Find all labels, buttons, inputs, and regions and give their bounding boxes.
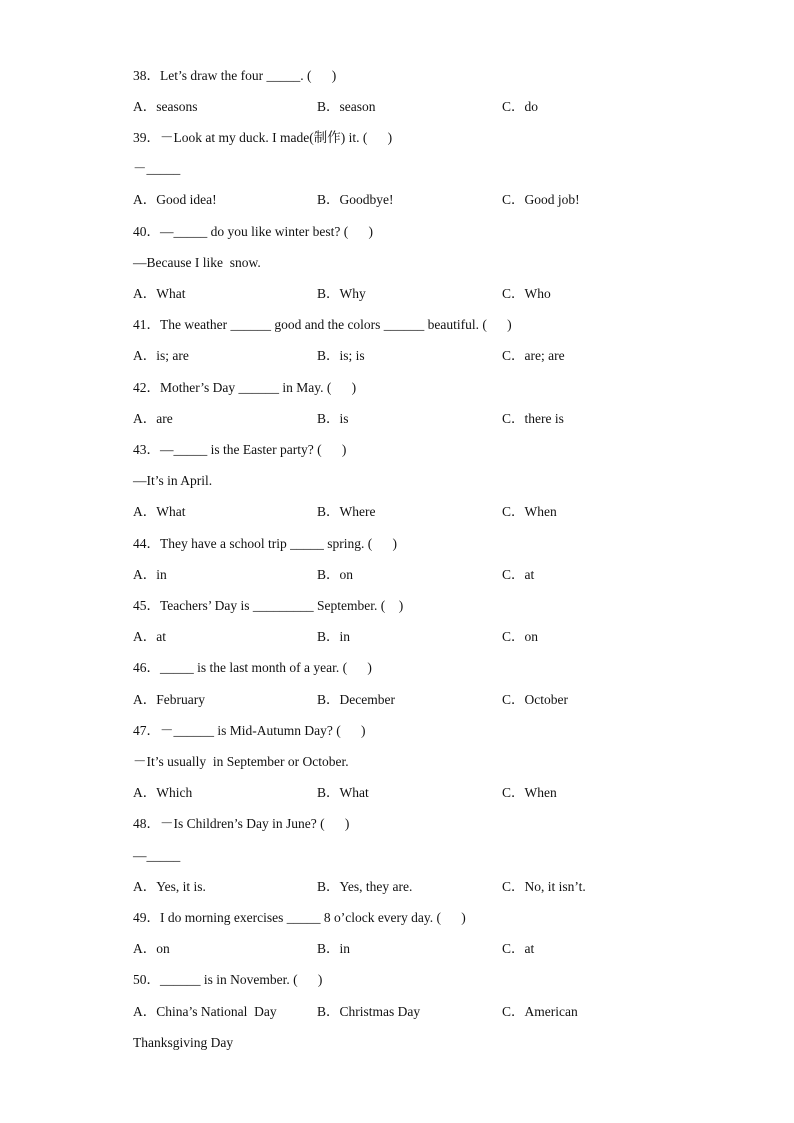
question-41-option-a: A．is; are <box>133 348 189 363</box>
question-48-stem: 48．－Is Children’s Day in June? ( ) <box>133 816 350 831</box>
question-47-option-a: A．Which <box>133 785 193 800</box>
question-41-stem: 41．The weather ______ good and the colors ______ beautiful. ( ) <box>133 317 512 332</box>
question-47-option-c: C．When <box>502 785 557 800</box>
question-38-option-c: C．do <box>502 99 539 114</box>
question-50-option-b: B．Christmas Day <box>317 1004 421 1019</box>
question-40-option-a: A．What <box>133 286 186 301</box>
question-42-option-c: C．there is <box>502 411 564 426</box>
question-44-stem: 44．They have a school trip _____ spring. ( ) <box>133 536 397 551</box>
question-50-stem: 50．______ is in November. ( ) <box>133 972 323 987</box>
question-50-option-c-continuation: Thanksgiving Day <box>133 1035 234 1050</box>
question-49-option-b: B．in <box>317 941 351 956</box>
question-39-option-a: A．Good idea! <box>133 192 217 207</box>
question-43-answer-line: —It’s in April. <box>133 473 213 488</box>
question-43-option-c: C．When <box>502 504 557 519</box>
question-38-option-a: A．seasons <box>133 99 198 114</box>
question-49-option-a: A．on <box>133 941 170 956</box>
question-48-option-c: C．No, it isn’t. <box>502 879 586 894</box>
question-50-option-a: A．China’s National Day <box>133 1004 277 1019</box>
question-40-stem: 40．—_____ do you like winter best? ( ) <box>133 224 373 239</box>
question-44-option-c: C．at <box>502 567 535 582</box>
question-45-option-b: B．in <box>317 629 351 644</box>
question-48-option-b: B．Yes, they are. <box>317 879 413 894</box>
question-38-stem: 38．Let’s draw the four _____. ( ) <box>133 68 337 83</box>
question-46-option-b: B．December <box>317 692 395 707</box>
question-41-option-b: B．is; is <box>317 348 365 363</box>
question-38-option-b: B．season <box>317 99 376 114</box>
question-47-stem: 47．－______ is Mid-Autumn Day? ( ) <box>133 723 366 738</box>
question-49-stem: 49．I do morning exercises _____ 8 o’clock every day. ( ) <box>133 910 466 925</box>
question-40-answer-line: —Because I like snow. <box>133 255 261 270</box>
question-40-option-b: B．Why <box>317 286 366 301</box>
question-42-option-a: A．are <box>133 411 173 426</box>
question-50-option-c: C．American <box>502 1004 578 1019</box>
question-39-option-c: C．Good job! <box>502 192 580 207</box>
question-40-option-c: C．Who <box>502 286 551 301</box>
question-39-option-b: B．Goodbye! <box>317 192 394 207</box>
question-46-stem: 46．_____ is the last month of a year. ( ) <box>133 660 372 675</box>
question-39-answer-line: －_____ <box>133 161 181 176</box>
question-42-stem: 42．Mother’s Day ______ in May. ( ) <box>133 380 357 395</box>
question-49-option-c: C．at <box>502 941 535 956</box>
question-43-option-b: B．Where <box>317 504 376 519</box>
question-43-stem: 43．—_____ is the Easter party? ( ) <box>133 442 347 457</box>
question-43-option-a: A．What <box>133 504 186 519</box>
question-48-option-a: A．Yes, it is. <box>133 879 206 894</box>
question-44-option-a: A．in <box>133 567 167 582</box>
question-47-option-b: B．What <box>317 785 369 800</box>
question-46-option-c: C．October <box>502 692 568 707</box>
question-45-option-a: A．at <box>133 629 166 644</box>
question-48-answer-line: —_____ <box>133 848 181 863</box>
question-44-option-b: B．on <box>317 567 354 582</box>
question-47-answer-line: －It’s usually in September or October. <box>133 754 349 769</box>
question-45-stem: 45．Teachers’ Day is _________ September. ( ) <box>133 598 404 613</box>
question-41-option-c: C．are; are <box>502 348 565 363</box>
question-39-stem: 39．－Look at my duck. I made(制作) it. ( ) <box>133 130 393 145</box>
question-45-option-c: C．on <box>502 629 539 644</box>
question-42-option-b: B．is <box>317 411 349 426</box>
question-46-option-a: A．February <box>133 692 205 707</box>
